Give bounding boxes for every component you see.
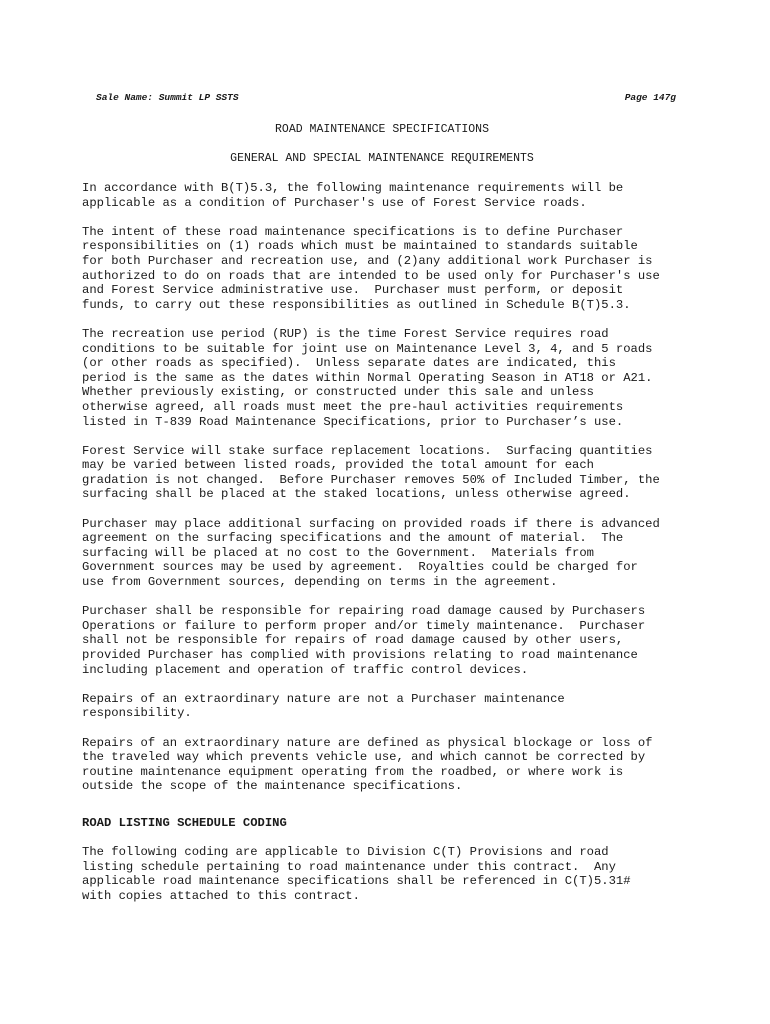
paragraph: The intent of these road maintenance specifications is to define Purchaser responsibilities on (1) roads which must be maintained to standards suitable for both Purchaser and recreation use, and (2)any additional work Purchaser is authorized to do on roads that are intended to be used only for Purchaser's use and Forest Service administrative use. Purchaser must perform, or deposit funds, to carry out these responsibilities as outlined in Schedule B(T)5.3. [82,224,660,312]
document-subtitle: GENERAL AND SPECIAL MAINTENANCE REQUIREMENTS [230,152,534,165]
page-number: Page 147g [624,92,676,103]
paragraph: Forest Service will stake surface replacement locations. Surfacing quantities may be varied between listed roads, provided the total amount for each gradation is not changed. Before Purchaser removes 50% of Included Timber, the surfacing shall be placed at the staked locations, unless otherwise agreed. [82,443,660,502]
section-heading: ROAD LISTING SCHEDULE CODING [82,815,287,830]
document-body [82,181,692,918]
document-title: ROAD MAINTENANCE SPECIFICATIONS [275,123,489,136]
sale-name: Sale Name: Summit LP SSTS [96,92,239,103]
paragraph: Purchaser shall be responsible for repairing road damage caused by Purchasers Operations or failure to perform proper and/or timely maintenance. Purchaser shall not be responsible for repairs of road damage caused by other users, provided Purchaser has complied with provisions relating to road maintenance including placement and operation of traffic control devices. [82,604,646,677]
section-paragraph: The following coding are applicable to Division C(T) Provisions and road listing schedule pertaining to road maintenance under this contract. Any applicable road maintenance specifications shall be referenced in C(T)5.31# with copies attached to this contract. [82,845,631,903]
paragraph: In accordance with B(T)5.3, the following maintenance requirements will be applicable as a condition of Purchaser's use of Forest Service roads. [82,181,624,210]
paragraph: Repairs of an extraordinary nature are not a Purchaser maintenance responsibility. [82,691,565,721]
paragraph: The recreation use period (RUP) is the time Forest Service requires road conditions to be suitable for joint use on Maintenance Level 3, 4, and 5 roads (or other roads as specified). Unless separate dates are indicated, this period is the same as the dates within Normal Operating Season in AT18 or A21. Whether previously existing, or constructed under this sale and unless otherwise agreed, all roads must meet the pre-haul activities requirements listed in T-839 Road Maintenance Specifications, prior to Purchaser’s use. [82,326,653,429]
page-header [96,92,676,108]
paragraph: Repairs of an extraordinary nature are defined as physical blockage or loss of the traveled way which prevents vehicle use, and which cannot be corrected by routine maintenance equipment operating from the roadbed, or where work is outside the scope of the maintenance specifications. [82,735,653,794]
paragraph: Purchaser may place additional surfacing on provided roads if there is advanced agreement on the surfacing specifications and the amount of material. The surfacing will be placed at no cost to the Government. Materials from Government sources may be used by agreement. Royalties could be charged for use from Government sources, depending on terms in the agreement. [82,516,660,590]
